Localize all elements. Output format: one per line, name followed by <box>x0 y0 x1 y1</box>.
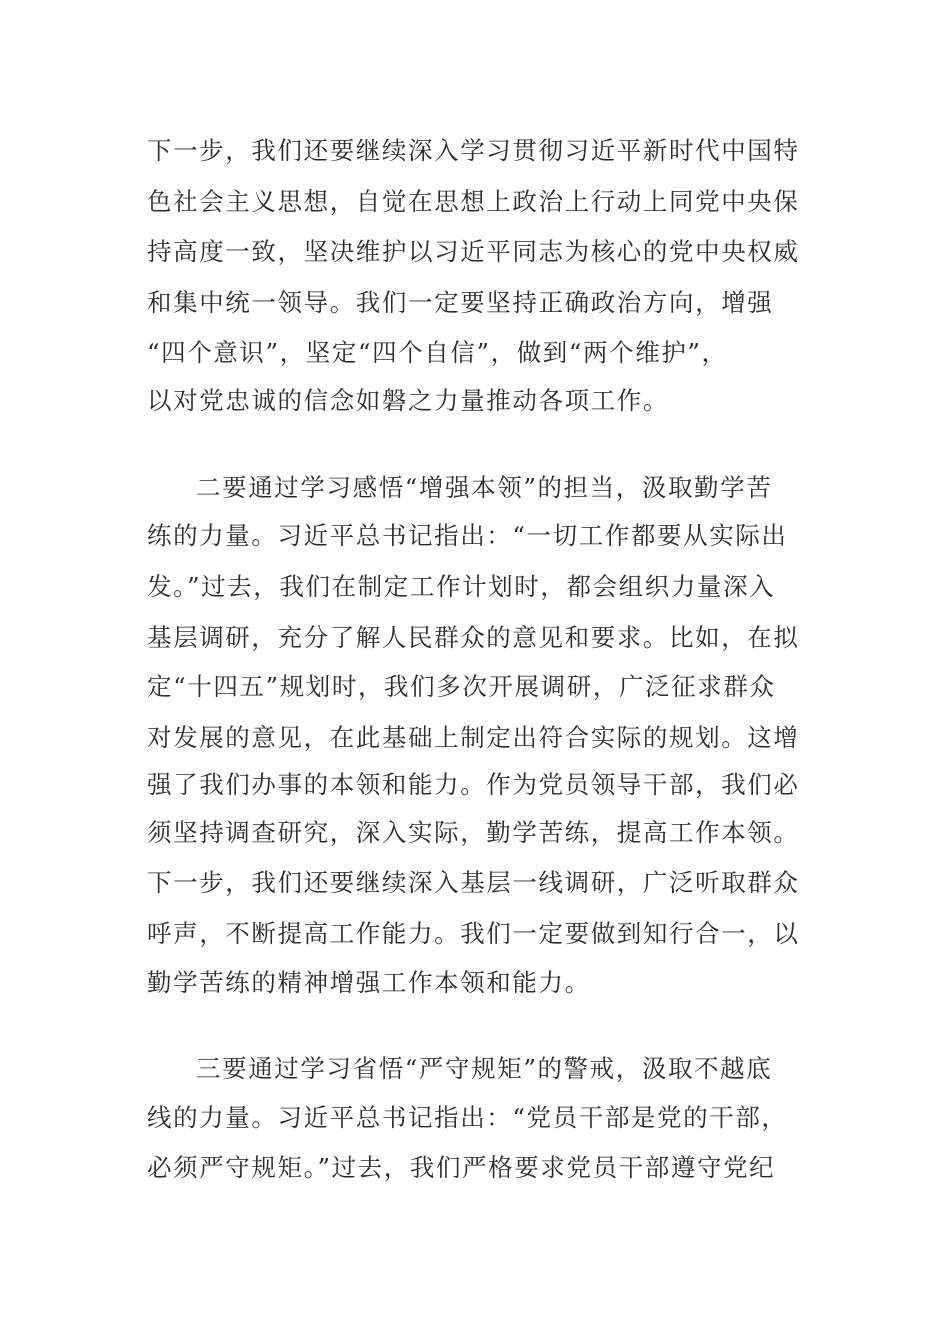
paragraph-2-line-9: 下一步，我们还要继续深入基层一线调研，广泛听取群众 <box>147 868 800 897</box>
paragraph-2-line-8: 须坚持调查研究，深入实际，勤学苦练，提高工作本领。 <box>147 818 800 847</box>
paragraph-2-line-4: 基层调研，充分了解人民群众的意见和要求。比如，在拟 <box>147 623 800 652</box>
paragraph-2-line-1: 二要通过学习感悟“增强本领”的担当，汲取勤学苦 <box>196 473 773 502</box>
paragraph-3-line-1: 三要通过学习省悟“严守规矩”的警戒，汲取不越底 <box>196 1054 773 1083</box>
paragraph-1-line-1: 下一步，我们还要继续深入学习贯彻习近平新时代中国特 <box>147 136 800 165</box>
paragraph-2-line-11: 勤学苦练的精神增强工作本领和能力。 <box>147 968 591 997</box>
paragraph-2-line-7: 强了我们办事的本领和能力。作为党员领导干部，我们必 <box>147 770 800 799</box>
paragraph-1-line-5: “四个意识”，坚定“四个自信”，做到“两个维护”， <box>147 338 728 367</box>
paragraph-1-line-6: 以对党忠诚的信念如磐之力量推动各项工作。 <box>147 386 669 415</box>
paragraph-1-line-4: 和集中统一领导。我们一定要坚持正确政治方向，增强 <box>147 288 774 317</box>
paragraph-2-line-2: 练的力量。习近平总书记指出：“一切工作都要从实际出 <box>147 521 788 550</box>
paragraph-1-line-3: 持高度一致，坚决维护以习近平同志为核心的党中央权威 <box>147 237 800 266</box>
paragraph-2-line-6: 对发展的意见，在此基础上制定出符合实际的规划。这增 <box>147 723 800 752</box>
paragraph-2-line-5: 定“十四五”规划时，我们多次开展调研，广泛征求群众 <box>147 672 776 701</box>
paragraph-3-line-3: 必须严守规矩。”过去，我们严格要求党员干部遵守党纪 <box>147 1153 776 1182</box>
paragraph-2-line-3: 发。”过去，我们在制定工作计划时，都会组织力量深入 <box>147 572 776 601</box>
paragraph-1-line-2: 色社会主义思想，自觉在思想上政治上行动上同党中央保 <box>147 187 800 216</box>
paragraph-2-line-10: 呼声，不断提高工作能力。我们一定要做到知行合一，以 <box>147 919 800 948</box>
paragraph-3-line-2: 线的力量。习近平总书记指出：“党员干部是党的干部， <box>147 1103 788 1132</box>
